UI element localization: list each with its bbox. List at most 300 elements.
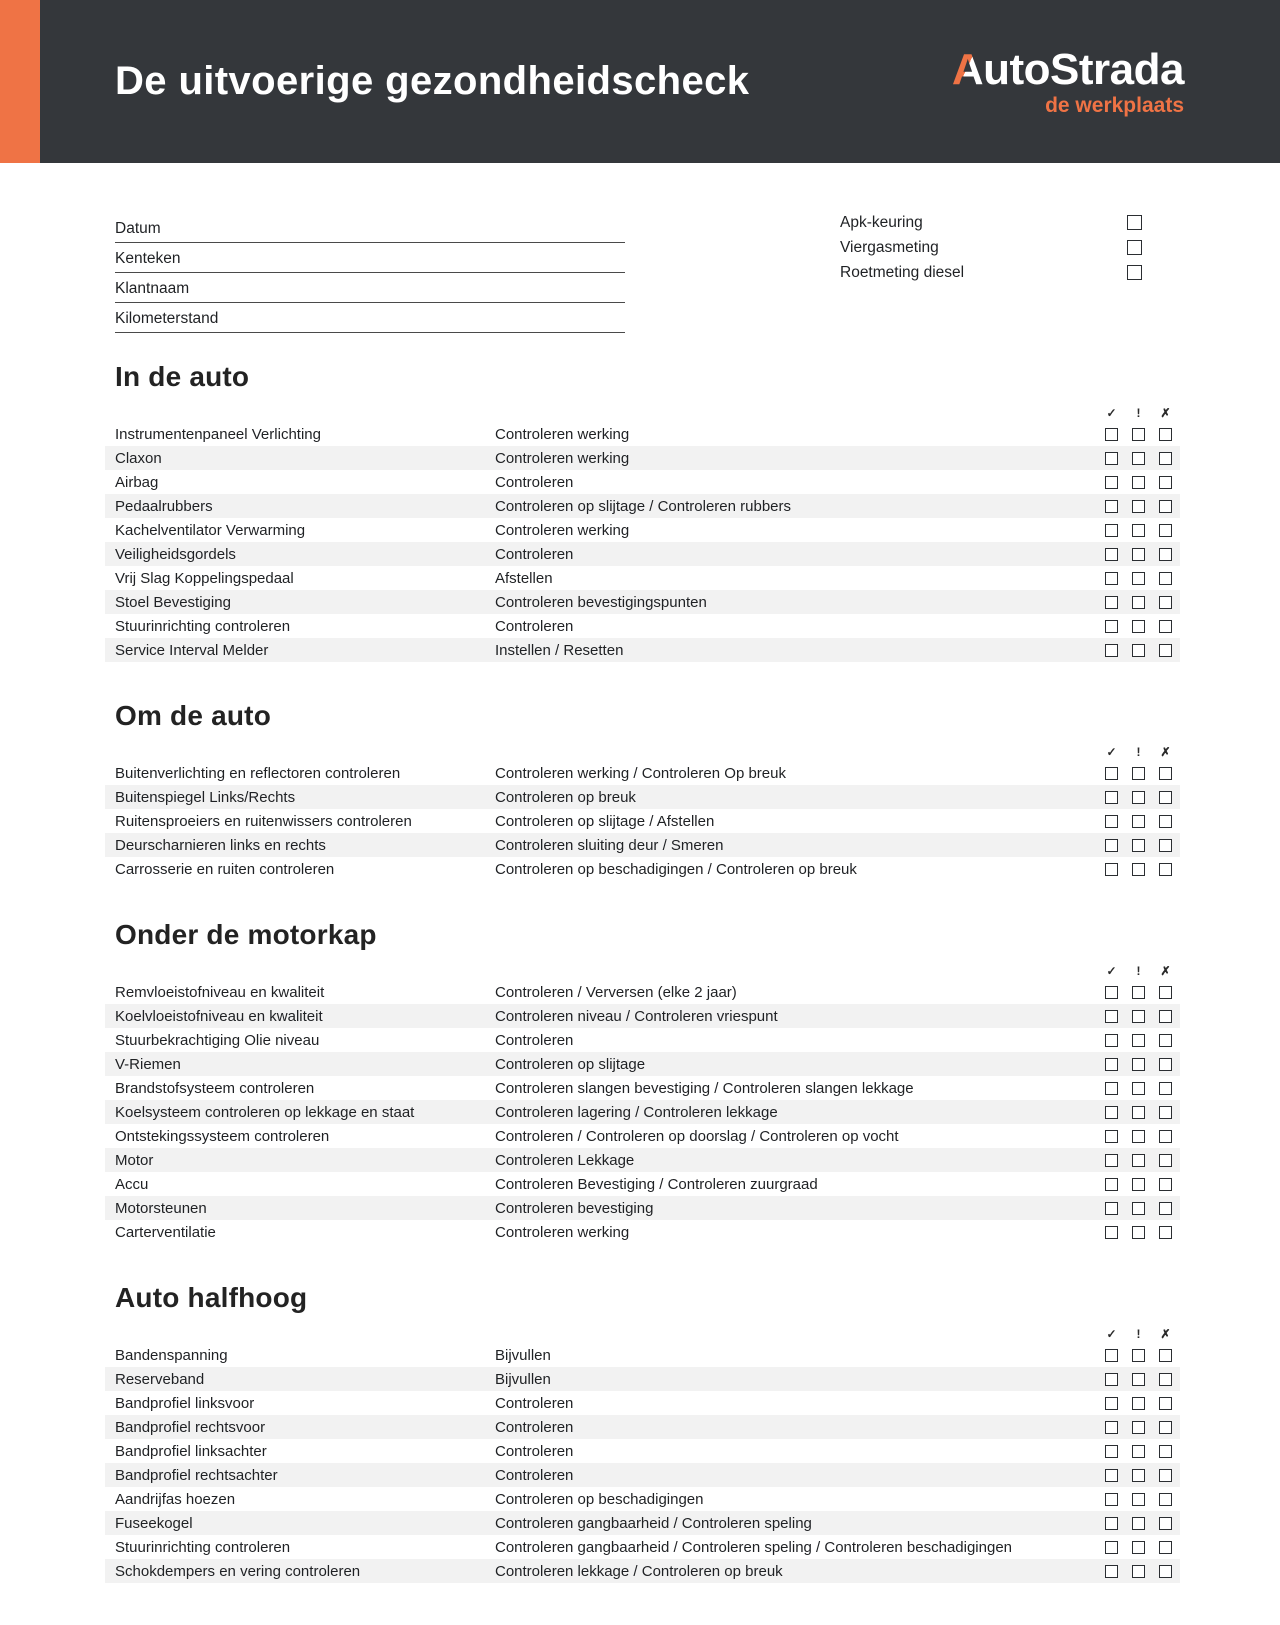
row-checkboxes <box>1105 1058 1172 1071</box>
checkbox-ok[interactable] <box>1105 1202 1118 1215</box>
table-row <box>105 542 1180 566</box>
table-row <box>105 518 1180 542</box>
sections <box>0 361 1280 1583</box>
check-symbol-warn: ! <box>1136 1327 1141 1341</box>
row-checkboxes <box>1105 1154 1172 1167</box>
form-field[interactable] <box>115 213 625 243</box>
table-row <box>105 422 1180 446</box>
row-item: Airbag <box>115 473 159 491</box>
section-title: Onder de motorkap <box>115 919 377 950</box>
checkbox-warn[interactable] <box>1132 1082 1145 1095</box>
checklist-table <box>105 422 1180 662</box>
check-symbol-fail: ✗ <box>1160 964 1171 978</box>
form-fields <box>115 213 625 333</box>
checkbox-warn[interactable] <box>1132 1202 1145 1215</box>
checkbox-fail[interactable] <box>1159 1034 1172 1047</box>
check-symbols-header <box>105 1322 1180 1340</box>
checkbox-fail[interactable] <box>1159 500 1172 513</box>
inspection-option-label: Apk-keuring <box>840 213 923 231</box>
row-action: Afstellen <box>495 569 553 587</box>
inspection-option <box>840 260 1142 285</box>
checkbox-ok[interactable] <box>1105 1034 1118 1047</box>
table-row <box>105 785 1180 809</box>
checkbox-warn[interactable] <box>1132 452 1145 465</box>
checkbox-ok[interactable] <box>1105 1010 1118 1023</box>
checkbox-fail[interactable] <box>1159 791 1172 804</box>
row-checkboxes <box>1105 1202 1172 1215</box>
checkbox-warn[interactable] <box>1132 1010 1145 1023</box>
row-checkboxes <box>1105 986 1172 999</box>
inspection-option <box>840 210 1142 235</box>
inspection-option-label: Roetmeting diesel <box>840 263 965 281</box>
row-action: Controleren sluiting deur / Smeren <box>495 836 724 854</box>
checkbox-fail[interactable] <box>1159 1397 1172 1410</box>
row-checkboxes <box>1105 476 1172 489</box>
row-item: Stuurbekrachtiging Olie niveau <box>115 1031 320 1049</box>
row-checkboxes <box>1105 839 1172 852</box>
table-row <box>105 470 1180 494</box>
table-row <box>105 1391 1180 1415</box>
table-row <box>105 1004 1180 1028</box>
row-action: Controleren slangen bevestiging / Controleren slangen lekkage <box>495 1079 914 1097</box>
logo <box>951 44 1184 117</box>
form-field[interactable] <box>115 273 625 303</box>
checkbox-ok[interactable] <box>1105 1154 1118 1167</box>
table-row <box>105 1343 1180 1367</box>
checkbox-fail[interactable] <box>1159 1493 1172 1506</box>
checkbox-warn[interactable] <box>1132 986 1145 999</box>
checkbox-ok[interactable] <box>1105 815 1118 828</box>
row-action: Controleren gangbaarheid / Controleren speling / Controleren beschadigingen <box>495 1538 1013 1556</box>
form-field-label: Kilometerstand <box>115 310 219 327</box>
row-item: Carrosserie en ruiten controleren <box>115 860 335 878</box>
checkbox-fail[interactable] <box>1159 1469 1172 1482</box>
table-row <box>105 566 1180 590</box>
row-item: Aandrijfas hoezen <box>115 1490 236 1508</box>
row-item: Stuurinrichting controleren <box>115 617 291 635</box>
checkbox-warn[interactable] <box>1132 428 1145 441</box>
checkbox-warn[interactable] <box>1132 1493 1145 1506</box>
checkbox-warn[interactable] <box>1132 524 1145 537</box>
checkbox-warn[interactable] <box>1132 863 1145 876</box>
checkbox-warn[interactable] <box>1132 1349 1145 1362</box>
checkbox-ok[interactable] <box>1105 500 1118 513</box>
table-row <box>105 1052 1180 1076</box>
section-title: Auto halfhoog <box>115 1282 308 1313</box>
checkbox-fail[interactable] <box>1159 620 1172 633</box>
row-action: Controleren <box>495 1442 574 1460</box>
checkbox-fail[interactable] <box>1159 986 1172 999</box>
table-row <box>105 1367 1180 1391</box>
row-action: Controleren werking <box>495 521 630 539</box>
row-item: V-Riemen <box>115 1055 181 1073</box>
checkbox-fail[interactable] <box>1159 644 1172 657</box>
row-item: Service Interval Melder <box>115 641 269 659</box>
table-row <box>105 1028 1180 1052</box>
checkbox-ok[interactable] <box>1105 1349 1118 1362</box>
row-action: Controleren Lekkage <box>495 1151 635 1169</box>
row-action: Controleren lekkage / Controleren op breuk <box>495 1562 783 1580</box>
checkbox-ok[interactable] <box>1105 1226 1118 1239</box>
checkbox-ok[interactable] <box>1105 596 1118 609</box>
checkbox-ok[interactable] <box>1105 1178 1118 1191</box>
table-row <box>105 446 1180 470</box>
checkbox-warn[interactable] <box>1132 1469 1145 1482</box>
row-checkboxes <box>1105 596 1172 609</box>
row-checkboxes <box>1105 1178 1172 1191</box>
row-checkboxes <box>1105 428 1172 441</box>
form-field[interactable] <box>115 303 625 333</box>
row-item: Claxon <box>115 449 162 467</box>
row-checkboxes <box>1105 791 1172 804</box>
check-symbols-header <box>105 401 1180 419</box>
checkbox-fail[interactable] <box>1159 452 1172 465</box>
form-area <box>115 213 1280 335</box>
inspection-options <box>840 210 1142 285</box>
checkbox-fail[interactable] <box>1159 596 1172 609</box>
row-action: Instellen / Resetten <box>495 641 624 659</box>
checkbox-fail[interactable] <box>1159 1565 1172 1578</box>
checkbox-ok[interactable] <box>1105 452 1118 465</box>
checkbox-warn[interactable] <box>1132 1397 1145 1410</box>
checkbox-warn[interactable] <box>1132 1445 1145 1458</box>
check-symbol-ok: ✓ <box>1106 964 1117 978</box>
check-symbol-warn: ! <box>1136 964 1141 978</box>
checkbox-warn[interactable] <box>1132 572 1145 585</box>
checklist-table <box>105 1343 1180 1583</box>
row-checkboxes <box>1105 1469 1172 1482</box>
checkbox-warn[interactable] <box>1132 1565 1145 1578</box>
row-item: Stoel Bevestiging <box>115 593 231 611</box>
row-action: Controleren werking / Controleren Op breuk <box>495 764 786 782</box>
logo-subtitle: de werkplaats <box>1045 93 1184 117</box>
checkbox-warn[interactable] <box>1132 815 1145 828</box>
checkbox-warn[interactable] <box>1132 1226 1145 1239</box>
check-symbols-header <box>105 740 1180 758</box>
checkbox-ok[interactable] <box>1105 863 1118 876</box>
row-item: Bandenspanning <box>115 1346 228 1364</box>
row-action: Controleren gangbaarheid / Controleren speling <box>495 1514 812 1532</box>
page-title: De uitvoerige gezondheidscheck <box>115 59 750 103</box>
checkbox-fail[interactable] <box>1159 1154 1172 1167</box>
checkbox-ok[interactable] <box>1105 1469 1118 1482</box>
row-item: Schokdempers en vering controleren <box>115 1562 361 1580</box>
checkbox-warn[interactable] <box>1132 476 1145 489</box>
checkbox-warn[interactable] <box>1132 1154 1145 1167</box>
table-row <box>105 980 1180 1004</box>
checkbox-warn[interactable] <box>1132 839 1145 852</box>
checkbox-fail[interactable] <box>1159 863 1172 876</box>
row-checkboxes <box>1105 815 1172 828</box>
checkbox-warn[interactable] <box>1132 1373 1145 1386</box>
checkbox-fail[interactable] <box>1159 1226 1172 1239</box>
row-checkboxes <box>1105 1373 1172 1386</box>
row-checkboxes <box>1105 1565 1172 1578</box>
row-checkboxes <box>1105 1397 1172 1410</box>
form-field-label: Klantnaam <box>115 280 190 297</box>
section <box>105 919 1180 1244</box>
row-action: Bijvullen <box>495 1370 551 1388</box>
table-row <box>105 1196 1180 1220</box>
check-symbol-fail: ✗ <box>1160 406 1171 420</box>
checkbox-fail[interactable] <box>1159 1421 1172 1434</box>
row-item: Carterventilatie <box>115 1223 216 1241</box>
row-item: Bandprofiel rechtsachter <box>115 1466 278 1484</box>
row-action: Controleren <box>495 473 574 491</box>
checkbox-warn[interactable] <box>1132 548 1145 561</box>
row-checkboxes <box>1105 1349 1172 1362</box>
row-action: Controleren / Verversen (elke 2 jaar) <box>495 983 737 1001</box>
checkbox-ok[interactable] <box>1105 428 1118 441</box>
row-checkboxes <box>1105 767 1172 780</box>
row-item: Motorsteunen <box>115 1199 207 1217</box>
checkbox-ok[interactable] <box>1105 791 1118 804</box>
inspection-option-label: Viergasmeting <box>840 238 939 256</box>
row-checkboxes <box>1105 1421 1172 1434</box>
checkbox-ok[interactable] <box>1105 644 1118 657</box>
section <box>105 361 1180 662</box>
checkbox-warn[interactable] <box>1132 1541 1145 1554</box>
checkbox[interactable] <box>1127 240 1142 255</box>
row-action: Controleren op slijtage / Afstellen <box>495 812 715 830</box>
row-checkboxes <box>1105 1445 1172 1458</box>
row-action: Controleren <box>495 1394 574 1412</box>
checkbox-ok[interactable] <box>1105 620 1118 633</box>
checkbox-ok[interactable] <box>1105 1517 1118 1530</box>
checkbox-fail[interactable] <box>1159 839 1172 852</box>
checkbox-ok[interactable] <box>1105 1082 1118 1095</box>
row-item: Koelsysteem controleren op lekkage en staat <box>115 1103 415 1121</box>
checkbox-fail[interactable] <box>1159 1130 1172 1143</box>
row-checkboxes <box>1105 1493 1172 1506</box>
row-checkboxes <box>1105 1541 1172 1554</box>
checkbox-fail[interactable] <box>1159 1010 1172 1023</box>
row-checkboxes <box>1105 1106 1172 1119</box>
header-bar <box>40 0 1280 163</box>
row-checkboxes <box>1105 1082 1172 1095</box>
row-action: Controleren op beschadigingen <box>495 1490 704 1508</box>
row-action: Controleren bevestigingspunten <box>495 593 707 611</box>
checkbox-fail[interactable] <box>1159 1349 1172 1362</box>
checkbox-ok[interactable] <box>1105 1493 1118 1506</box>
table-row <box>105 809 1180 833</box>
row-checkboxes <box>1105 644 1172 657</box>
checkbox-fail[interactable] <box>1159 1373 1172 1386</box>
table-row <box>105 761 1180 785</box>
checkbox-fail[interactable] <box>1159 428 1172 441</box>
checkbox-ok[interactable] <box>1105 1421 1118 1434</box>
row-item: Veiligheidsgordels <box>115 545 236 563</box>
table-row <box>105 1100 1180 1124</box>
checkbox-fail[interactable] <box>1159 815 1172 828</box>
checkbox-ok[interactable] <box>1105 1397 1118 1410</box>
table-row <box>105 638 1180 662</box>
check-symbols-header <box>105 959 1180 977</box>
table-row <box>105 1076 1180 1100</box>
checkbox[interactable] <box>1127 265 1142 280</box>
checkbox-ok[interactable] <box>1105 1373 1118 1386</box>
table-row <box>105 1511 1180 1535</box>
checkbox-ok[interactable] <box>1105 548 1118 561</box>
table-row <box>105 1124 1180 1148</box>
checkbox-ok[interactable] <box>1105 1130 1118 1143</box>
checkbox-ok[interactable] <box>1105 1541 1118 1554</box>
row-checkboxes <box>1105 1010 1172 1023</box>
row-item: Bandprofiel linksvoor <box>115 1394 255 1412</box>
checkbox-warn[interactable] <box>1132 1178 1145 1191</box>
row-action: Controleren op slijtage <box>495 1055 646 1073</box>
row-action: Controleren <box>495 1418 574 1436</box>
row-action: Controleren werking <box>495 1223 630 1241</box>
checkbox-fail[interactable] <box>1159 1517 1172 1530</box>
section-title: Om de auto <box>115 700 272 731</box>
checkbox-fail[interactable] <box>1159 1082 1172 1095</box>
table-row <box>105 590 1180 614</box>
accent-stripe <box>0 0 40 163</box>
row-checkboxes <box>1105 500 1172 513</box>
checkbox-warn[interactable] <box>1132 596 1145 609</box>
row-action: Controleren <box>495 545 574 563</box>
row-action: Controleren <box>495 1031 574 1049</box>
row-item: Koelvloeistofniveau en kwaliteit <box>115 1007 323 1025</box>
checkbox-warn[interactable] <box>1132 644 1145 657</box>
table-row <box>105 1220 1180 1244</box>
logo-main: AutoStrada <box>951 44 1184 94</box>
row-action: Controleren Bevestiging / Controleren zuurgraad <box>495 1175 818 1193</box>
checkbox-fail[interactable] <box>1159 548 1172 561</box>
checkbox-ok[interactable] <box>1105 767 1118 780</box>
row-item: Brandstofsysteem controleren <box>115 1079 315 1097</box>
row-item: Ruitensproeiers en ruitenwissers controleren <box>115 812 412 830</box>
row-action: Controleren op beschadigingen / Controleren op breuk <box>495 860 857 878</box>
checkbox-ok[interactable] <box>1105 986 1118 999</box>
table-row <box>105 1535 1180 1559</box>
row-item: Stuurinrichting controleren <box>115 1538 291 1556</box>
row-action: Bijvullen <box>495 1346 551 1364</box>
row-item: Ontstekingssysteem controleren <box>115 1127 330 1145</box>
row-item: Fuseekogel <box>115 1514 193 1532</box>
checkbox-warn[interactable] <box>1132 791 1145 804</box>
checkbox-warn[interactable] <box>1132 500 1145 513</box>
check-symbol-ok: ✓ <box>1106 1327 1117 1341</box>
checkbox-fail[interactable] <box>1159 524 1172 537</box>
table-row <box>105 1172 1180 1196</box>
checkbox-fail[interactable] <box>1159 1202 1172 1215</box>
check-symbol-warn: ! <box>1136 406 1141 420</box>
table-row <box>105 614 1180 638</box>
row-item: Accu <box>115 1175 149 1193</box>
checkbox-fail[interactable] <box>1159 1058 1172 1071</box>
table-row <box>105 494 1180 518</box>
row-item: Bandprofiel linksachter <box>115 1442 267 1460</box>
logo-a-icon: A <box>951 44 984 94</box>
table-row <box>105 1439 1180 1463</box>
table-row <box>105 857 1180 881</box>
check-symbol-fail: ✗ <box>1160 1327 1171 1341</box>
checkbox-ok[interactable] <box>1105 476 1118 489</box>
row-item: Buitenverlichting en reflectoren controleren <box>115 764 401 782</box>
checkbox-fail[interactable] <box>1159 1445 1172 1458</box>
row-item: Deurscharnieren links en rechts <box>115 836 326 854</box>
checkbox-ok[interactable] <box>1105 1058 1118 1071</box>
checkbox-fail[interactable] <box>1159 476 1172 489</box>
row-checkboxes <box>1105 1226 1172 1239</box>
form-field[interactable] <box>115 243 625 273</box>
row-checkboxes <box>1105 620 1172 633</box>
row-checkboxes <box>1105 1034 1172 1047</box>
row-action: Controleren werking <box>495 449 630 467</box>
checkbox-warn[interactable] <box>1132 1517 1145 1530</box>
checkbox-fail[interactable] <box>1159 1178 1172 1191</box>
row-action: Controleren <box>495 617 574 635</box>
row-action: Controleren bevestiging <box>495 1199 654 1217</box>
checkbox-ok[interactable] <box>1105 572 1118 585</box>
checkbox-ok[interactable] <box>1105 1106 1118 1119</box>
table-row <box>105 1415 1180 1439</box>
checkbox-warn[interactable] <box>1132 767 1145 780</box>
row-item: Remvloeistofniveau en kwaliteit <box>115 983 325 1001</box>
table-row <box>105 1559 1180 1583</box>
checklist-table <box>105 980 1180 1244</box>
checkbox-fail[interactable] <box>1159 572 1172 585</box>
checkbox-ok[interactable] <box>1105 1445 1118 1458</box>
row-item: Buitenspiegel Links/Rechts <box>115 788 296 806</box>
check-symbol-fail: ✗ <box>1160 745 1171 759</box>
row-item: Kachelventilator Verwarming <box>115 521 306 539</box>
row-checkboxes <box>1105 524 1172 537</box>
check-symbol-warn: ! <box>1136 745 1141 759</box>
form-field-label: Kenteken <box>115 250 181 267</box>
section <box>105 1282 1180 1583</box>
row-checkboxes <box>1105 548 1172 561</box>
checkbox-ok[interactable] <box>1105 524 1118 537</box>
section <box>105 700 1180 881</box>
row-item: Pedaalrubbers <box>115 497 213 515</box>
row-checkboxes <box>1105 1517 1172 1530</box>
row-action: Controleren niveau / Controleren vriespunt <box>495 1007 778 1025</box>
checkbox-fail[interactable] <box>1159 767 1172 780</box>
row-checkboxes <box>1105 572 1172 585</box>
checkbox-fail[interactable] <box>1159 1106 1172 1119</box>
checkbox-ok[interactable] <box>1105 839 1118 852</box>
checkbox-warn[interactable] <box>1132 1106 1145 1119</box>
table-row <box>105 833 1180 857</box>
checkbox-warn[interactable] <box>1132 1058 1145 1071</box>
row-item: Vrij Slag Koppelingspedaal <box>115 569 294 587</box>
checkbox-fail[interactable] <box>1159 1541 1172 1554</box>
row-checkboxes <box>1105 863 1172 876</box>
checkbox-warn[interactable] <box>1132 620 1145 633</box>
checklist-table <box>105 761 1180 881</box>
row-item: Instrumentenpaneel Verlichting <box>115 425 321 443</box>
checkbox-warn[interactable] <box>1132 1130 1145 1143</box>
inspection-option <box>840 235 1142 260</box>
checkbox-warn[interactable] <box>1132 1421 1145 1434</box>
row-action: Controleren op breuk <box>495 788 636 806</box>
row-action: Controleren <box>495 1466 574 1484</box>
row-checkboxes <box>1105 1130 1172 1143</box>
checkbox[interactable] <box>1127 215 1142 230</box>
row-action: Controleren op slijtage / Controleren rubbers <box>495 497 791 515</box>
checkbox-warn[interactable] <box>1132 1034 1145 1047</box>
table-row <box>105 1148 1180 1172</box>
header <box>0 0 1280 163</box>
checkbox-ok[interactable] <box>1105 1565 1118 1578</box>
row-action: Controleren lagering / Controleren lekkage <box>495 1103 778 1121</box>
check-symbol-ok: ✓ <box>1106 406 1117 420</box>
check-symbol-ok: ✓ <box>1106 745 1117 759</box>
row-action: Controleren werking <box>495 425 630 443</box>
